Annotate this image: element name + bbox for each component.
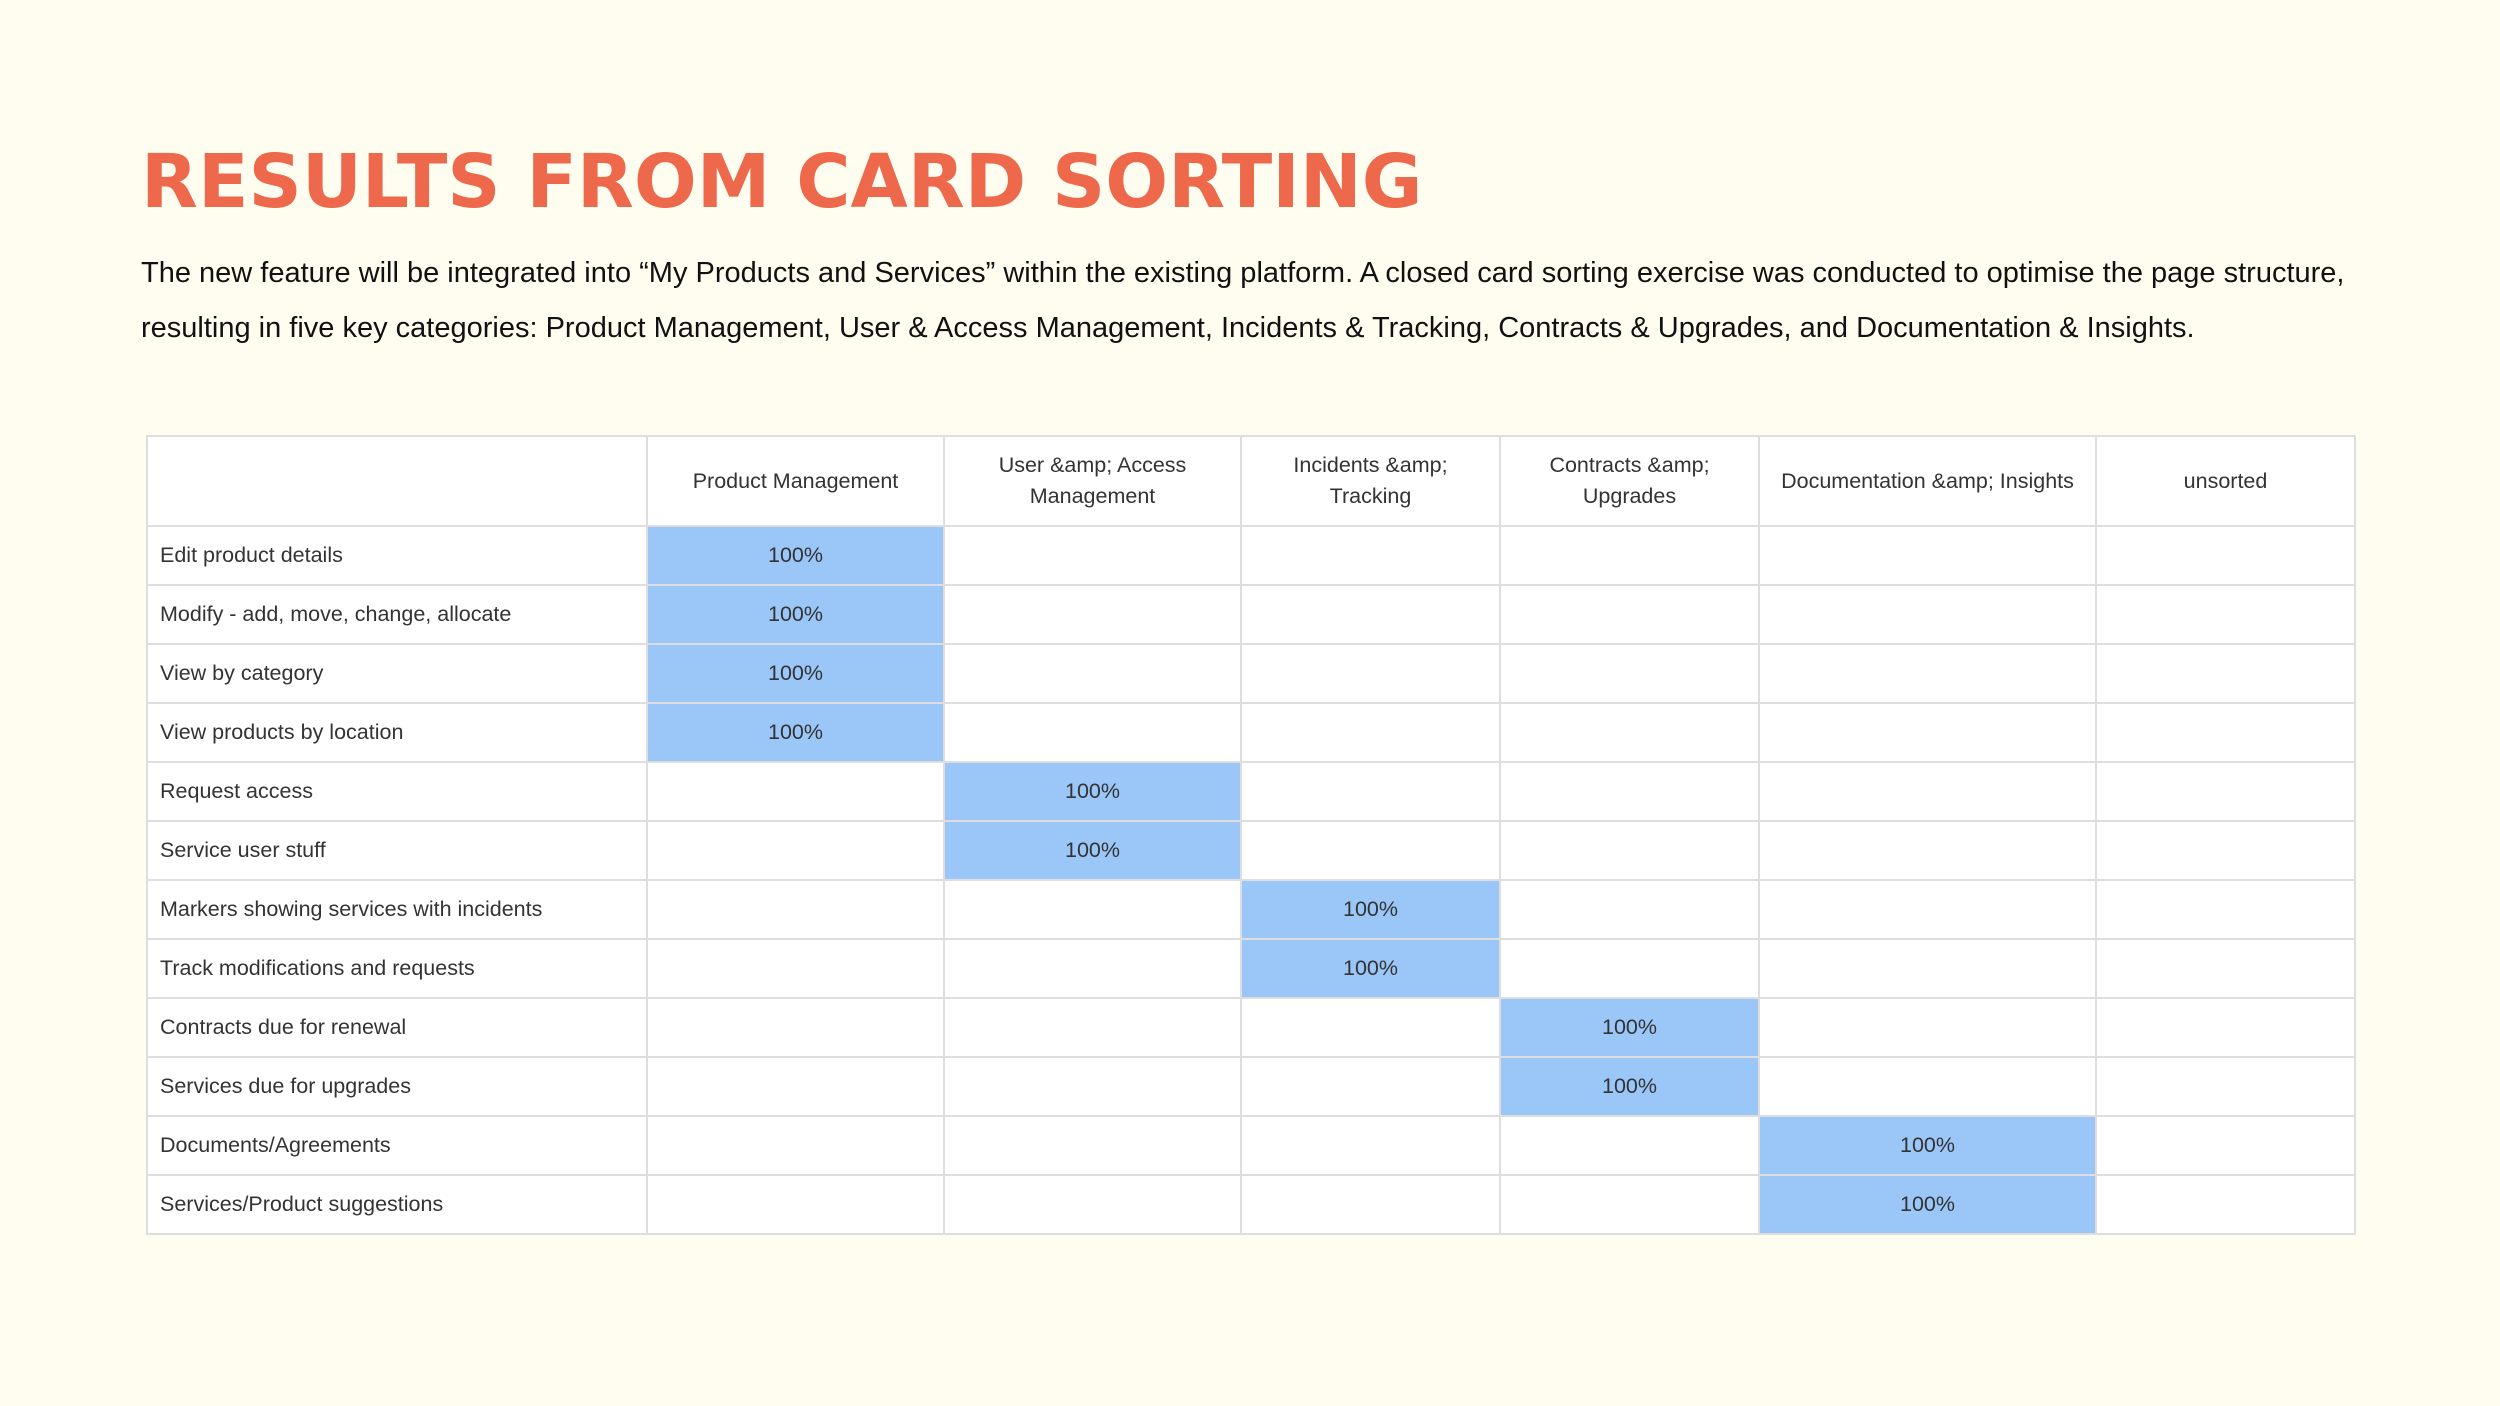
page-title: RESULTS FROM CARD SORTING [141, 139, 1423, 225]
table-header [147, 436, 2355, 526]
cell-incidents-tracking [1241, 644, 1500, 703]
cell-incidents-tracking [1241, 998, 1500, 1057]
cell-unsorted [2096, 644, 2355, 703]
cell-unsorted [2096, 585, 2355, 644]
cell-contracts-upgrades [1500, 644, 1759, 703]
corner-header-cell [147, 436, 647, 526]
cell-contracts-upgrades [1500, 526, 1759, 585]
cell-unsorted [2096, 703, 2355, 762]
table-row [147, 703, 2355, 762]
cell-documentation-insights [1759, 644, 2096, 703]
cell-user-access-management [944, 939, 1241, 998]
cell-contracts-upgrades [1500, 1116, 1759, 1175]
table-row [147, 880, 2355, 939]
table-row [147, 1116, 2355, 1175]
cell-documentation-insights [1759, 585, 2096, 644]
cell-documentation-insights [1759, 703, 2096, 762]
cell-incidents-tracking [1241, 762, 1500, 821]
table-row [147, 821, 2355, 880]
cell-documentation-insights [1759, 526, 2096, 585]
cell-product-management: 100% [647, 526, 944, 585]
cell-unsorted [2096, 821, 2355, 880]
header-row [147, 436, 2355, 526]
column-header-documentation-insights: Documentation &amp; Insights [1759, 436, 2096, 526]
cell-documentation-insights: 100% [1759, 1175, 2096, 1234]
cell-incidents-tracking [1241, 585, 1500, 644]
table-row [147, 526, 2355, 585]
cell-contracts-upgrades [1500, 880, 1759, 939]
cell-unsorted [2096, 880, 2355, 939]
cell-documentation-insights [1759, 762, 2096, 821]
column-header-unsorted: unsorted [2096, 436, 2355, 526]
cell-unsorted [2096, 1175, 2355, 1234]
cell-unsorted [2096, 1057, 2355, 1116]
card-sorting-results-table [146, 435, 2356, 1235]
column-header-contracts-upgrades: Contracts &amp; Upgrades [1500, 436, 1759, 526]
cell-contracts-upgrades [1500, 585, 1759, 644]
row-label: Request access [147, 762, 647, 821]
row-label: Service user stuff [147, 821, 647, 880]
row-label: Modify - add, move, change, allocate [147, 585, 647, 644]
cell-user-access-management [944, 644, 1241, 703]
cell-contracts-upgrades [1500, 939, 1759, 998]
column-header-product-management: Product Management [647, 436, 944, 526]
cell-incidents-tracking: 100% [1241, 880, 1500, 939]
row-label: View products by location [147, 703, 647, 762]
cell-product-management [647, 1116, 944, 1175]
cell-incidents-tracking [1241, 703, 1500, 762]
intro-paragraph: The new feature will be integrated into “My Products and Services” within the existing platform. A closed card sorting exercise was conducted to optimise the page structure, resulting in five key categories: Product Management, User & Access Management, Incidents & Tracking, Contracts & Upgrades, and Documentation & Insights. [141, 257, 2345, 344]
cell-documentation-insights [1759, 880, 2096, 939]
cell-product-management [647, 821, 944, 880]
cell-documentation-insights [1759, 998, 2096, 1057]
cell-product-management: 100% [647, 703, 944, 762]
cell-incidents-tracking [1241, 1116, 1500, 1175]
table-row [147, 585, 2355, 644]
cell-contracts-upgrades [1500, 703, 1759, 762]
cell-user-access-management [944, 998, 1241, 1057]
row-label: Documents/Agreements [147, 1116, 647, 1175]
table-body [147, 526, 2355, 1234]
row-label: Contracts due for renewal [147, 998, 647, 1057]
cell-contracts-upgrades [1500, 762, 1759, 821]
row-label: Edit product details [147, 526, 647, 585]
cell-unsorted [2096, 526, 2355, 585]
cell-product-management [647, 880, 944, 939]
cell-documentation-insights [1759, 1057, 2096, 1116]
cell-documentation-insights [1759, 939, 2096, 998]
cell-incidents-tracking [1241, 1175, 1500, 1234]
cell-product-management: 100% [647, 585, 944, 644]
cell-user-access-management [944, 526, 1241, 585]
cell-incidents-tracking [1241, 821, 1500, 880]
cell-unsorted [2096, 998, 2355, 1057]
cell-user-access-management: 100% [944, 762, 1241, 821]
cell-incidents-tracking [1241, 1057, 1500, 1116]
table-row [147, 644, 2355, 703]
cell-product-management [647, 1175, 944, 1234]
table-row [147, 762, 2355, 821]
cell-contracts-upgrades: 100% [1500, 1057, 1759, 1116]
cell-incidents-tracking [1241, 526, 1500, 585]
cell-documentation-insights: 100% [1759, 1116, 2096, 1175]
table-row [147, 1175, 2355, 1234]
row-label: Track modifications and requests [147, 939, 647, 998]
row-label: Markers showing services with incidents [147, 880, 647, 939]
cell-unsorted [2096, 939, 2355, 998]
cell-documentation-insights [1759, 821, 2096, 880]
table-row [147, 939, 2355, 998]
cell-user-access-management [944, 1175, 1241, 1234]
cell-incidents-tracking: 100% [1241, 939, 1500, 998]
row-label: View by category [147, 644, 647, 703]
cell-product-management: 100% [647, 644, 944, 703]
table-row [147, 1057, 2355, 1116]
row-label: Services due for upgrades [147, 1057, 647, 1116]
table-row [147, 998, 2355, 1057]
cell-unsorted [2096, 1116, 2355, 1175]
cell-user-access-management [944, 880, 1241, 939]
cell-user-access-management [944, 1057, 1241, 1116]
cell-user-access-management [944, 585, 1241, 644]
column-header-incidents-tracking: Incidents &amp; Tracking [1241, 436, 1500, 526]
row-label: Services/Product suggestions [147, 1175, 647, 1234]
cell-product-management [647, 762, 944, 821]
cell-contracts-upgrades [1500, 1175, 1759, 1234]
cell-product-management [647, 939, 944, 998]
cell-unsorted [2096, 762, 2355, 821]
cell-contracts-upgrades: 100% [1500, 998, 1759, 1057]
cell-product-management [647, 1057, 944, 1116]
cell-contracts-upgrades [1500, 821, 1759, 880]
cell-user-access-management [944, 703, 1241, 762]
cell-user-access-management: 100% [944, 821, 1241, 880]
cell-user-access-management [944, 1116, 1241, 1175]
cell-product-management [647, 998, 944, 1057]
column-header-user-access-management: User &amp; Access Management [944, 436, 1241, 526]
